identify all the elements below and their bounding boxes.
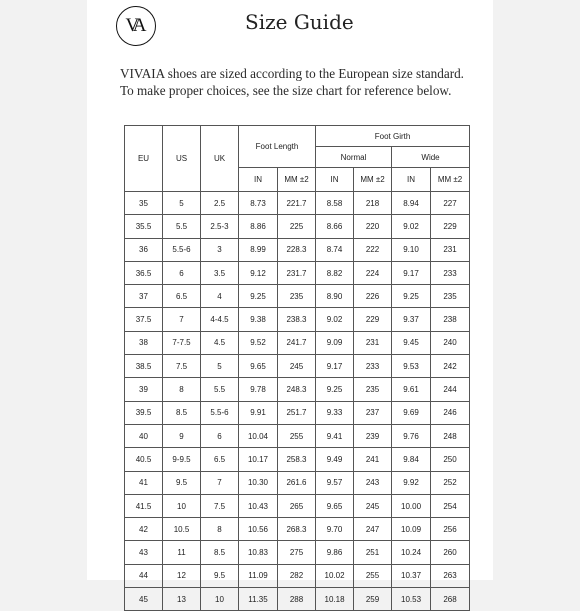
cell-normal-mm: 233 — [354, 355, 392, 378]
cell-wide-in: 9.76 — [392, 424, 431, 447]
cell-us: 6 — [163, 261, 201, 284]
cell-normal-in: 9.41 — [316, 424, 354, 447]
cell-us: 9 — [163, 424, 201, 447]
cell-wide-mm: 229 — [431, 215, 470, 238]
cell-length-in: 9.38 — [239, 308, 278, 331]
cell-length-in: 9.25 — [239, 285, 278, 308]
cell-eu: 39.5 — [125, 401, 163, 424]
cell-normal-in: 8.74 — [316, 238, 354, 261]
table-row — [125, 518, 470, 541]
cell-length-in: 10.56 — [239, 518, 278, 541]
header-normal: Normal — [316, 147, 392, 168]
cell-uk: 7 — [201, 471, 239, 494]
cell-wide-in: 9.53 — [392, 355, 431, 378]
table-row — [125, 588, 470, 611]
cell-wide-mm: 240 — [431, 331, 470, 354]
cell-eu: 35 — [125, 192, 163, 215]
cell-uk: 5 — [201, 355, 239, 378]
cell-normal-in: 9.09 — [316, 331, 354, 354]
cell-length-mm: 245 — [278, 355, 316, 378]
cell-uk: 9.5 — [201, 564, 239, 587]
header-uk: UK — [201, 126, 239, 192]
cell-wide-mm: 254 — [431, 494, 470, 517]
cell-us: 8.5 — [163, 401, 201, 424]
cell-wide-mm: 268 — [431, 588, 470, 611]
cell-uk: 6 — [201, 424, 239, 447]
cell-normal-mm: 218 — [354, 192, 392, 215]
cell-normal-mm: 235 — [354, 378, 392, 401]
cell-normal-in: 9.02 — [316, 308, 354, 331]
cell-eu: 45 — [125, 588, 163, 611]
cell-normal-in: 10.18 — [316, 588, 354, 611]
cell-normal-in: 10.02 — [316, 564, 354, 587]
table-row — [125, 494, 470, 517]
cell-normal-in: 9.86 — [316, 541, 354, 564]
cell-wide-in: 10.24 — [392, 541, 431, 564]
cell-uk: 8.5 — [201, 541, 239, 564]
intro-line-1: VIVAIA shoes are sized according to the European size standard. — [120, 66, 464, 81]
cell-wide-in: 9.25 — [392, 285, 431, 308]
cell-uk: 3 — [201, 238, 239, 261]
table-row — [125, 308, 470, 331]
cell-normal-in: 9.49 — [316, 448, 354, 471]
table-row — [125, 448, 470, 471]
cell-length-mm: 225 — [278, 215, 316, 238]
header-foot-girth: Foot Girth — [316, 126, 470, 147]
cell-wide-mm: 252 — [431, 471, 470, 494]
cell-wide-in: 9.69 — [392, 401, 431, 424]
cell-length-mm: 231.7 — [278, 261, 316, 284]
cell-length-in: 8.86 — [239, 215, 278, 238]
cell-length-in: 11.09 — [239, 564, 278, 587]
brand-logo — [116, 6, 156, 46]
table-row — [125, 238, 470, 261]
cell-length-mm: 241.7 — [278, 331, 316, 354]
cell-normal-mm: 251 — [354, 541, 392, 564]
cell-us: 7.5 — [163, 355, 201, 378]
cell-length-in: 10.04 — [239, 424, 278, 447]
cell-wide-mm: 244 — [431, 378, 470, 401]
cell-eu: 38.5 — [125, 355, 163, 378]
cell-us: 13 — [163, 588, 201, 611]
table-row — [125, 261, 470, 284]
cell-length-mm: 288 — [278, 588, 316, 611]
cell-us: 9.5 — [163, 471, 201, 494]
cell-uk: 5.5-6 — [201, 401, 239, 424]
cell-eu: 36 — [125, 238, 163, 261]
cell-eu: 41 — [125, 471, 163, 494]
cell-wide-mm: 260 — [431, 541, 470, 564]
cell-wide-mm: 227 — [431, 192, 470, 215]
cell-us: 5 — [163, 192, 201, 215]
cell-wide-mm: 256 — [431, 518, 470, 541]
cell-normal-in: 9.25 — [316, 378, 354, 401]
cell-length-mm: 228.3 — [278, 238, 316, 261]
cell-normal-mm: 259 — [354, 588, 392, 611]
cell-wide-in: 9.84 — [392, 448, 431, 471]
size-chart-body — [125, 192, 470, 611]
cell-uk: 2.5 — [201, 192, 239, 215]
header-wide-in: IN — [392, 168, 431, 192]
cell-wide-mm: 231 — [431, 238, 470, 261]
header-wide: Wide — [392, 147, 470, 168]
cell-length-mm: 265 — [278, 494, 316, 517]
cell-normal-mm: 237 — [354, 401, 392, 424]
cell-length-mm: 235 — [278, 285, 316, 308]
cell-us: 5.5-6 — [163, 238, 201, 261]
intro-line-2: To make proper choices, see the size chart for reference below. — [120, 83, 452, 98]
header-us: US — [163, 126, 201, 192]
intro-text — [120, 65, 490, 99]
cell-wide-mm: 248 — [431, 424, 470, 447]
cell-us: 8 — [163, 378, 201, 401]
table-row — [125, 424, 470, 447]
cell-normal-mm: 226 — [354, 285, 392, 308]
cell-length-in: 9.91 — [239, 401, 278, 424]
cell-wide-mm: 263 — [431, 564, 470, 587]
table-row — [125, 285, 470, 308]
cell-length-in: 9.65 — [239, 355, 278, 378]
cell-normal-in: 8.90 — [316, 285, 354, 308]
cell-length-mm: 248.3 — [278, 378, 316, 401]
cell-wide-mm: 238 — [431, 308, 470, 331]
cell-length-mm: 221.7 — [278, 192, 316, 215]
header-length-mm: MM ±2 — [278, 168, 316, 192]
cell-wide-in: 10.53 — [392, 588, 431, 611]
table-row — [125, 331, 470, 354]
cell-us: 11 — [163, 541, 201, 564]
cell-us: 9-9.5 — [163, 448, 201, 471]
cell-length-in: 8.73 — [239, 192, 278, 215]
cell-wide-in: 9.10 — [392, 238, 431, 261]
cell-length-in: 10.17 — [239, 448, 278, 471]
cell-wide-in: 10.00 — [392, 494, 431, 517]
cell-length-mm: 268.3 — [278, 518, 316, 541]
table-row — [125, 401, 470, 424]
cell-eu: 43 — [125, 541, 163, 564]
cell-wide-in: 9.61 — [392, 378, 431, 401]
cell-uk: 10 — [201, 588, 239, 611]
cell-us: 6.5 — [163, 285, 201, 308]
cell-us: 5.5 — [163, 215, 201, 238]
cell-eu: 37 — [125, 285, 163, 308]
cell-normal-mm: 229 — [354, 308, 392, 331]
cell-length-in: 9.52 — [239, 331, 278, 354]
cell-normal-mm: 245 — [354, 494, 392, 517]
size-chart-table — [124, 125, 470, 611]
cell-normal-mm: 241 — [354, 448, 392, 471]
cell-normal-mm: 247 — [354, 518, 392, 541]
table-row — [125, 541, 470, 564]
cell-wide-in: 9.45 — [392, 331, 431, 354]
cell-length-mm: 261.6 — [278, 471, 316, 494]
cell-wide-in: 9.02 — [392, 215, 431, 238]
cell-normal-in: 8.82 — [316, 261, 354, 284]
cell-us: 7-7.5 — [163, 331, 201, 354]
cell-eu: 44 — [125, 564, 163, 587]
cell-length-in: 8.99 — [239, 238, 278, 261]
header-normal-in: IN — [316, 168, 354, 192]
cell-uk: 2.5-3 — [201, 215, 239, 238]
cell-eu: 36.5 — [125, 261, 163, 284]
cell-normal-mm: 255 — [354, 564, 392, 587]
cell-normal-mm: 243 — [354, 471, 392, 494]
cell-length-in: 9.78 — [239, 378, 278, 401]
cell-us: 12 — [163, 564, 201, 587]
cell-us: 7 — [163, 308, 201, 331]
cell-us: 10 — [163, 494, 201, 517]
cell-wide-mm: 250 — [431, 448, 470, 471]
cell-uk: 8 — [201, 518, 239, 541]
cell-wide-in: 10.37 — [392, 564, 431, 587]
cell-normal-mm: 224 — [354, 261, 392, 284]
cell-wide-mm: 246 — [431, 401, 470, 424]
cell-eu: 41.5 — [125, 494, 163, 517]
cell-normal-mm: 231 — [354, 331, 392, 354]
header-wide-mm: MM ±2 — [431, 168, 470, 192]
cell-length-in: 9.12 — [239, 261, 278, 284]
cell-eu: 42 — [125, 518, 163, 541]
cell-wide-in: 8.94 — [392, 192, 431, 215]
table-row — [125, 564, 470, 587]
table-row — [125, 192, 470, 215]
cell-eu: 37.5 — [125, 308, 163, 331]
logo-monogram: VA — [125, 15, 143, 36]
cell-uk: 6.5 — [201, 448, 239, 471]
cell-us: 10.5 — [163, 518, 201, 541]
cell-normal-in: 9.70 — [316, 518, 354, 541]
table-row — [125, 471, 470, 494]
header-eu: EU — [125, 126, 163, 192]
cell-normal-in: 9.17 — [316, 355, 354, 378]
cell-wide-in: 9.17 — [392, 261, 431, 284]
header-normal-mm: MM ±2 — [354, 168, 392, 192]
cell-uk: 7.5 — [201, 494, 239, 517]
cell-length-in: 10.83 — [239, 541, 278, 564]
page-title: Size Guide — [245, 10, 354, 34]
cell-normal-in: 9.57 — [316, 471, 354, 494]
cell-wide-mm: 233 — [431, 261, 470, 284]
table-row — [125, 215, 470, 238]
cell-eu: 40 — [125, 424, 163, 447]
cell-normal-in: 9.33 — [316, 401, 354, 424]
cell-length-mm: 258.3 — [278, 448, 316, 471]
cell-wide-mm: 242 — [431, 355, 470, 378]
cell-normal-in: 8.66 — [316, 215, 354, 238]
cell-length-mm: 238.3 — [278, 308, 316, 331]
cell-normal-mm: 222 — [354, 238, 392, 261]
cell-length-in: 10.30 — [239, 471, 278, 494]
cell-length-mm: 255 — [278, 424, 316, 447]
cell-normal-mm: 220 — [354, 215, 392, 238]
cell-length-mm: 275 — [278, 541, 316, 564]
cell-eu: 35.5 — [125, 215, 163, 238]
cell-uk: 3.5 — [201, 261, 239, 284]
cell-normal-mm: 239 — [354, 424, 392, 447]
cell-wide-in: 10.09 — [392, 518, 431, 541]
cell-length-in: 11.35 — [239, 588, 278, 611]
cell-wide-in: 9.92 — [392, 471, 431, 494]
cell-length-mm: 282 — [278, 564, 316, 587]
cell-wide-mm: 235 — [431, 285, 470, 308]
cell-eu: 38 — [125, 331, 163, 354]
cell-eu: 40.5 — [125, 448, 163, 471]
cell-length-mm: 251.7 — [278, 401, 316, 424]
header-length-in: IN — [239, 168, 278, 192]
cell-wide-in: 9.37 — [392, 308, 431, 331]
cell-normal-in: 9.65 — [316, 494, 354, 517]
header-foot-length: Foot Length — [239, 126, 316, 168]
table-row — [125, 378, 470, 401]
cell-eu: 39 — [125, 378, 163, 401]
cell-uk: 4.5 — [201, 331, 239, 354]
cell-uk: 5.5 — [201, 378, 239, 401]
cell-length-in: 10.43 — [239, 494, 278, 517]
cell-uk: 4 — [201, 285, 239, 308]
cell-normal-in: 8.58 — [316, 192, 354, 215]
cell-uk: 4-4.5 — [201, 308, 239, 331]
table-row — [125, 355, 470, 378]
